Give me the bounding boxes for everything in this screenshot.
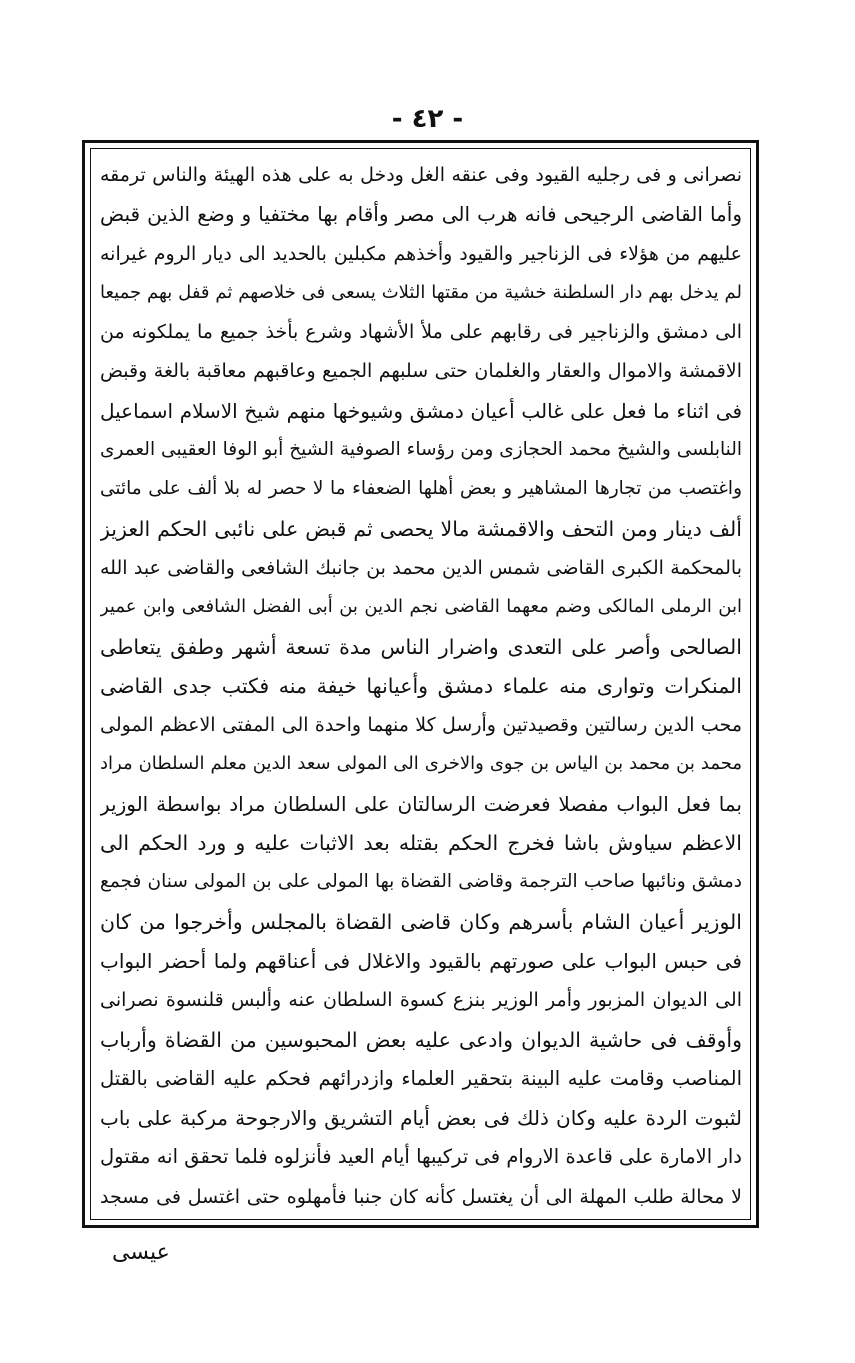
text-line: الاقمشة والاموال والعقار والغلمان حتى سلبهم الجميع وعاقبهم معاقبة بالغة وقبض	[100, 360, 742, 383]
page-number: - ٤٢ -	[391, 104, 464, 134]
text-line: دار الامارة على قاعدة الاروام فى تركيبها أيام العيد فأنزلوه فلما تحقق انه مقتول	[100, 1145, 742, 1169]
text-line: محمد بن محمد بن الياس بن جوى والاخرى الى المولى سعد الدين معلم السلطان مراد	[100, 753, 742, 775]
text-line: الصالحى وأصر على التعدى واضرار الناس مدة تسعة أشهر وطفق يتعاطى	[100, 634, 742, 659]
text-line: وأوقف فى حاشية الديوان وادعى عليه بعض المحبوسين من القضاة وأرباب	[100, 1027, 742, 1052]
text-line: الاعظم سياوش باشا فخرج الحكم بقتله بعد الاثبات عليه و ورد الحكم الى	[100, 831, 742, 856]
catchword: عيسى	[112, 1240, 170, 1265]
text-line: واغتصب من تجارها المشاهير و بعض أهلها الضعفاء ما لا حصر له بلا ألف على مائتى	[100, 478, 742, 500]
text-line: فى اثناء ما فعل على غالب أعيان دمشق وشيوخها منهم شيخ الاسلام اسماعيل	[100, 398, 742, 423]
body-text-block	[100, 158, 742, 1214]
text-line: الى دمشق والزناجير فى رقابهم على ملأ الأشهاد وشرع بأخذ جميع ما يملكونه من	[100, 321, 742, 344]
text-line: نصرانى و فى رجليه القيود وفى عنقه الغل ودخل به على هذه الهيئة والناس ترمقه	[100, 164, 742, 186]
text-line: عليهم من هؤلاء فى الزناجير والقيود وأخذهم مكبلين بالحديد الى ديار الروم غيرانه	[100, 242, 742, 265]
text-line: بما فعل البواب مفصلا فعرضت الرسالتان على السلطان مراد بواسطة الوزير	[100, 791, 742, 816]
text-line: الوزير أعيان الشام بأسرهم وكان قاضى القضاة بالمجلس وأخرجوا من كان	[100, 909, 742, 934]
text-line: فى حبس البواب على صورتهم بالقيود والاغلال فى أعناقهم ولما أحضر البواب	[100, 948, 742, 973]
text-line: محب الدين رسالتين وقصيدتين وأرسل كلا منهما واحدة الى المفتى الاعظم المولى	[100, 714, 742, 737]
text-line: لثبوت الردة عليه وكان ذلك فى بعض أيام التشريق والارجوحة مركبة على باب	[100, 1106, 742, 1131]
text-line: الى الديوان المزبور وأمر الوزير بنزع كسوة السلطان عنه وألبس قلنسوة نصرانى	[100, 989, 742, 1012]
text-line: لا محالة طلب المهلة الى أن يغتسل كأنه كان جنبا فأمهلوه حتى اغتسل فى مسجد	[100, 1185, 742, 1208]
text-line: وأما القاضى الرجيحى فانه هرب الى مصر وأقام بها مختفيا و وضع الذين قبض	[100, 202, 742, 227]
text-line: دمشق ونائبها صاحب الترجمة وقاضى القضاة بها المولى على بن المولى سنان فجمع	[100, 871, 742, 893]
text-line: ألف دينار ومن التحف والاقمشة مالا يحصى ثم قبض على نائبى الحكم العزيز	[100, 516, 742, 541]
text-line: لم يدخل بهم دار السلطنة خشية من مقتها الثلاث يسعى فى خلاصهم ثم قفل بهم جميعا	[100, 281, 742, 303]
text-line: ابن الرملى المالكى وضم معهما القاضى نجم الدين بن أبى الفضل الشافعى وابن عمير	[100, 596, 742, 618]
text-line: المنكرات وتوارى منه علماء دمشق وأعيانها خيفة منه فكتب جدى القاضى	[100, 673, 742, 698]
text-line: بالمحكمة الكبرى القاضى شمس الدين محمد بن جانبك الشافعى والقاضى عبد الله	[100, 556, 742, 579]
text-line: المناصب وقامت عليه البينة بتحقير العلماء وازدرائهم فحكم عليه القاضى بالقتل	[100, 1066, 742, 1090]
text-line: النابلسى والشيخ محمد الحجازى ومن رؤساء الصوفية الشيخ أبو الوفا العقيبى العمرى	[100, 439, 742, 461]
